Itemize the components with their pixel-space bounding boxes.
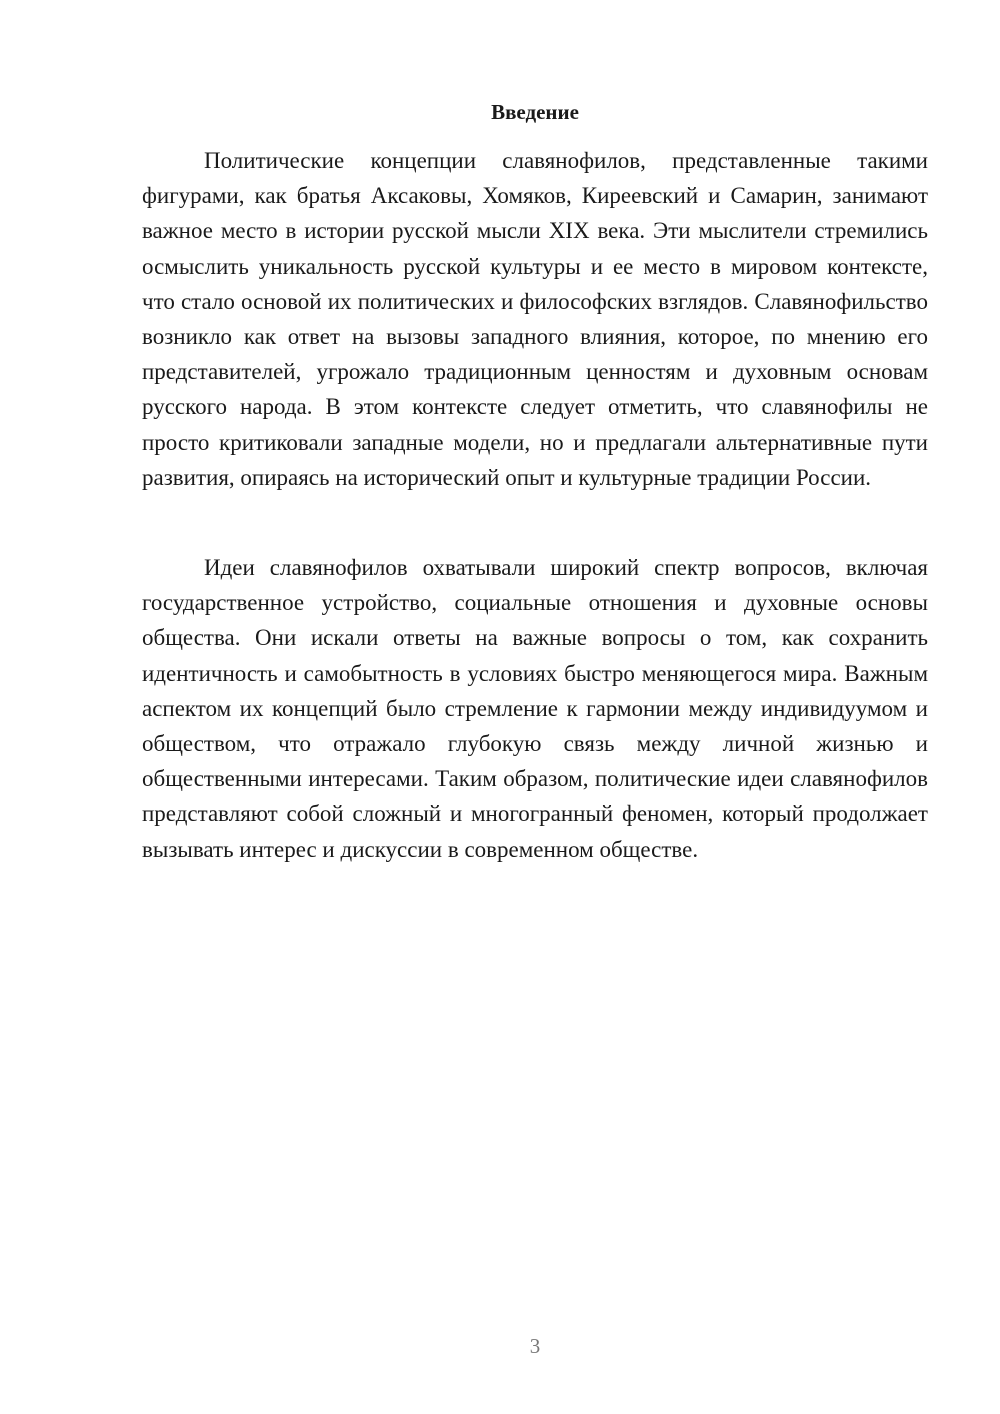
section-heading: Введение (491, 100, 579, 124)
paragraph-intro: Политические концепции славянофилов, представленные такими фигурами, как братья Аксаковы, Хомяков, Киреевский и Самарин, занимают важное место в истории русской мысли XIX века. Эти мыслители стремились осмыслить уникальность русской культуры и ее место в мировом контексте, что стало основой их политических и философских взглядов. Славянофильство возникло как ответ на вызовы западного влияния, которое, по мнению его представителей, угрожало традиционным ценностям и духовным основам русского народа. В этом контексте следует отметить, что славянофилы не просто критиковали западные модели, но и предлагали альтернативные пути развития, опираясь на исторический опыт и культурные традиции России. (142, 148, 928, 490)
paragraph-ideas: Идеи славянофилов охватывали широкий спектр вопросов, включая государственное устройство, социальные отношения и духовные основы общества. Они искали ответы на важные вопросы о том, как сохранить идентичность и самобытность в условиях быстро меняющегося мира. Важным аспектом их концепций было стремление к гармонии между индивидуумом и обществом, что отражало глубокую связь между личной жизнью и общественными интересами. Таким образом, политические идеи славянофилов представляют собой сложный и многогранный феномен, который продолжает вызывать интерес и дискуссии в современном обществе. (142, 555, 928, 862)
page-number: 3 (529, 1334, 541, 1358)
